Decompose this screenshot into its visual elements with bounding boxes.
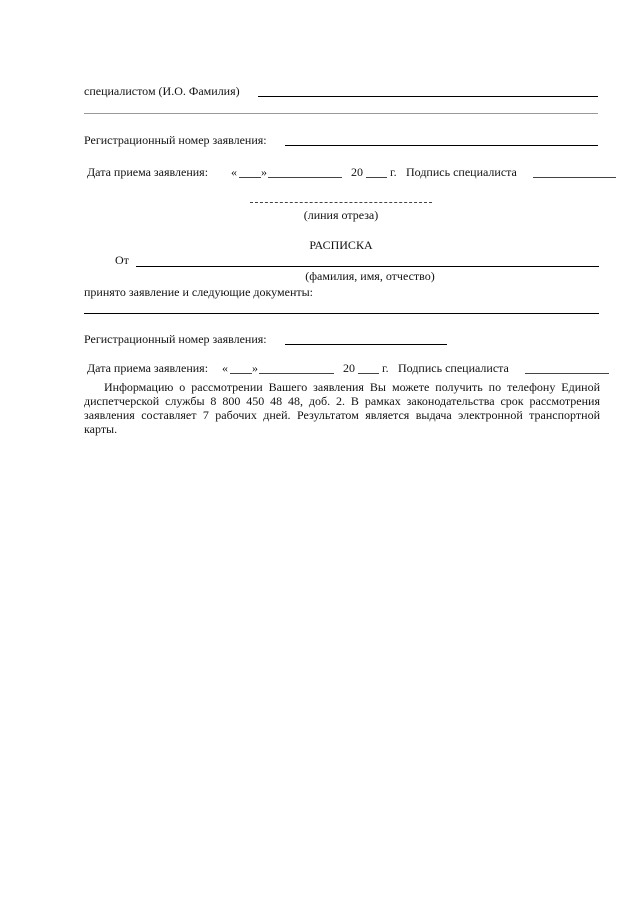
receipt-signature-field[interactable] [525, 373, 609, 374]
signature-label: Подпись специалиста [406, 165, 517, 179]
receipt-signature-label: Подпись специалиста [398, 361, 509, 375]
quote-close: » [261, 165, 267, 179]
quote-open: « [231, 165, 237, 179]
from-label: От [115, 253, 129, 267]
blank-line[interactable] [84, 113, 598, 114]
cut-line-label: (линия отреза) [303, 208, 379, 222]
day-field[interactable] [239, 177, 261, 178]
month-field[interactable] [268, 177, 342, 178]
receipt-quote-open: « [222, 361, 228, 375]
date-label: Дата приема заявления: [87, 165, 209, 179]
year-suffix: г. [390, 165, 397, 179]
cut-line [250, 202, 432, 203]
info-paragraph [84, 380, 600, 436]
receipt-year-field[interactable] [358, 373, 379, 374]
reg-number-label: Регистрационный номер заявления: [84, 133, 267, 147]
receipt-reg-number-label: Регистрационный номер заявления: [84, 332, 267, 346]
reg-number-field[interactable] [285, 145, 598, 146]
receipt-year-prefix: 20 [343, 361, 355, 375]
receipt-title: РАСПИСКА [309, 238, 373, 252]
year-prefix: 20 [351, 165, 363, 179]
year-field[interactable] [366, 177, 387, 178]
documents-field[interactable] [84, 313, 599, 314]
receipt-year-suffix: г. [382, 361, 389, 375]
accepted-text: принято заявление и следующие документы: [84, 285, 314, 299]
receipt-reg-number-field[interactable] [285, 344, 447, 345]
info-text: Информацию о рассмотрении Вашего заявления Вы можете получить по телефону Единой диспетчерской службы 8 800 450 48 48, доб. 2. В рамках законодательства срок рассмотрения заявления составляет 7 рабочих дней. Результатом является выдача электронной транспортной карты. [84, 380, 600, 436]
receipt-day-field[interactable] [230, 373, 252, 374]
receipt-quote-close: » [252, 361, 258, 375]
from-name-field[interactable] [136, 266, 599, 267]
receipt-date-label: Дата приема заявления: [87, 361, 209, 375]
signature-field[interactable] [533, 177, 616, 178]
specialist-label: специалистом (И.О. Фамилия) [84, 84, 240, 98]
name-caption: (фамилия, имя, отчество) [305, 269, 435, 283]
specialist-name-field[interactable] [258, 96, 598, 97]
receipt-month-field[interactable] [259, 373, 334, 374]
